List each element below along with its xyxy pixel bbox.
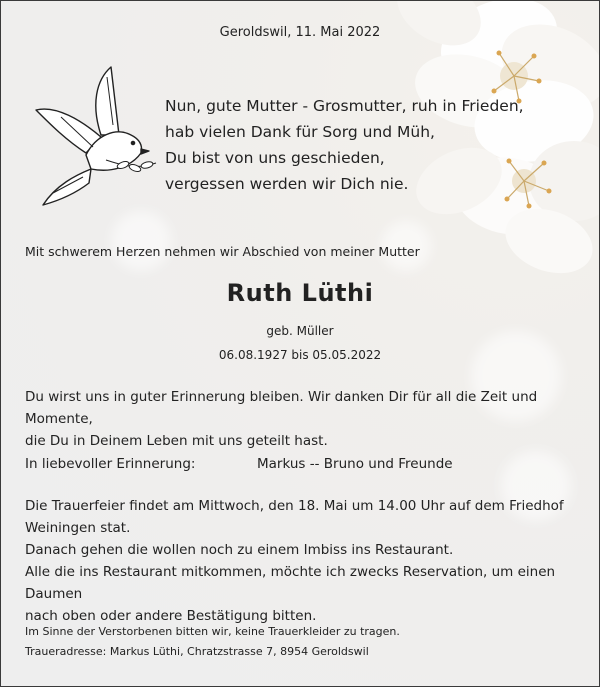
ceremony-line: Danach gehen die wollen noch zu einem Imbiss ins Restaurant. xyxy=(25,542,454,558)
bokeh-light xyxy=(111,211,171,271)
poem-line: hab vielen Dank für Sorg und Müh, xyxy=(165,123,435,141)
ceremony-line: Weiningen stat. xyxy=(25,520,131,536)
ceremony-paragraph xyxy=(25,495,575,627)
life-dates: 06.08.1927 bis 05.05.2022 xyxy=(218,348,382,362)
dove-icon xyxy=(31,65,171,215)
memory-paragraph xyxy=(25,386,575,452)
place-date: Geroldswil, 11. Mai 2022 xyxy=(219,25,381,40)
mourning-address: Traueradresse: Markus Lüthi, Chratzstrasse 7, 8954 Geroldswil xyxy=(25,645,369,658)
deceased-name: Ruth Lüthi xyxy=(226,279,374,307)
mourners-names: Markus -- Bruno und Freunde xyxy=(257,456,453,472)
poem-line: Nun, gute Mutter - Grosmutter, ruh in Frieden, xyxy=(165,97,524,115)
memory-line: die Du in Deinem Leben mit uns geteilt hast. xyxy=(25,433,328,449)
ceremony-line: nach oben oder andere Bestätigung bitten. xyxy=(25,608,317,624)
memory-line: Du wirst uns in guter Erinnerung bleiben. Wir danken Dir für all die Zeit und Momente, xyxy=(25,389,538,427)
poem-line: vergessen werden wir Dich nie. xyxy=(165,175,409,193)
poem xyxy=(165,93,524,197)
mourners-row xyxy=(25,453,575,475)
maiden-name: geb. Müller xyxy=(266,324,334,338)
dress-note: Im Sinne der Verstorbenen bitten wir, keine Trauerkleider zu tragen. xyxy=(25,625,400,638)
ceremony-line: Alle die ins Restaurant mitkommen, möchte ich zwecks Reservation, um einen Daumen xyxy=(25,564,556,602)
poem-line: Du bist von uns geschieden, xyxy=(165,149,385,167)
ceremony-line: Die Trauerfeier findet am Mittwoch, den 18. Mai um 14.00 Uhr auf dem Friedhof xyxy=(25,498,564,514)
mourners-label: In liebevoller Erinnerung: xyxy=(25,456,196,472)
farewell-intro: Mit schwerem Herzen nehmen wir Abschied von meiner Mutter xyxy=(25,244,420,259)
footer-notes xyxy=(25,622,575,662)
